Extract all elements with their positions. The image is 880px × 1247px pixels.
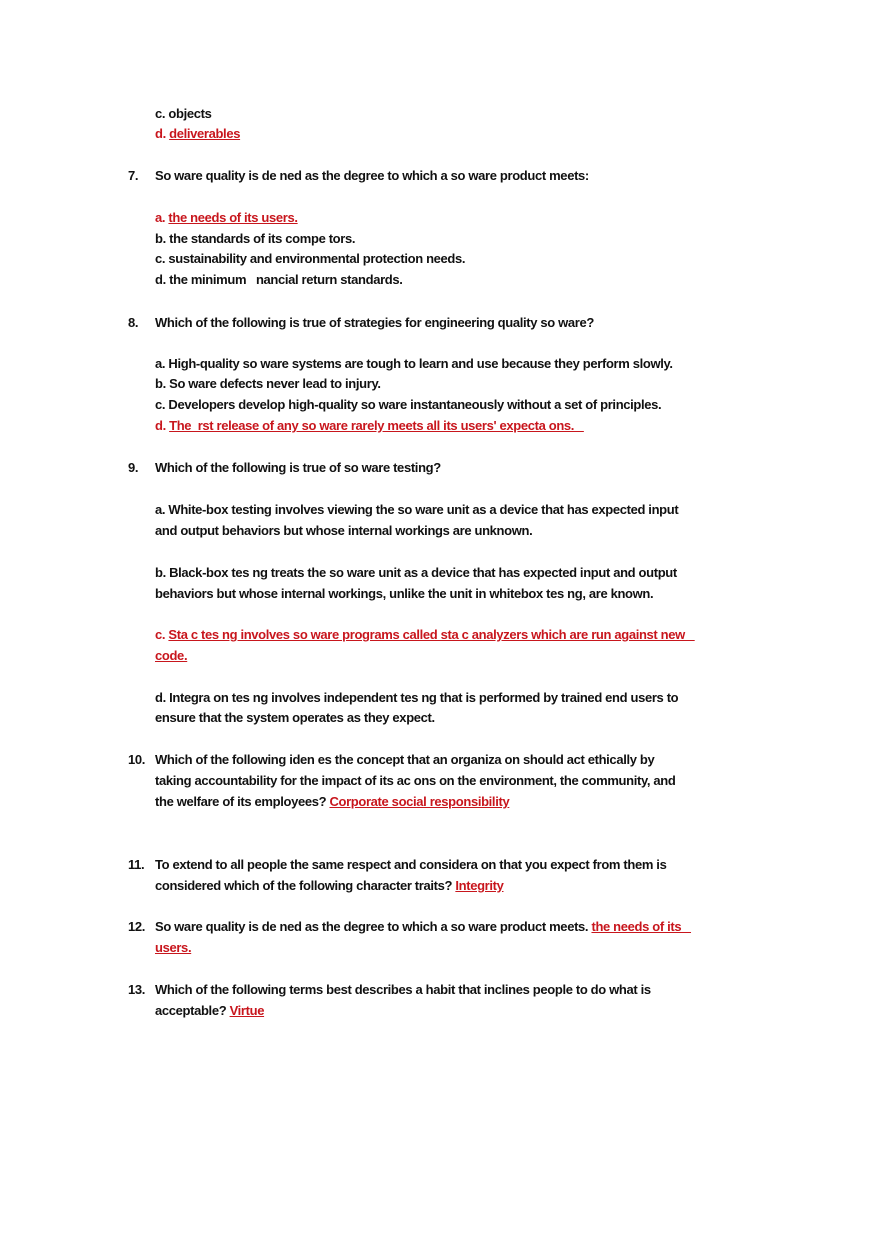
option-label: c. <box>155 251 166 266</box>
option-text: the standards of its compe tors. <box>169 231 356 246</box>
option-label: a. <box>155 502 166 517</box>
option-a <box>155 355 673 373</box>
option-label: b. <box>155 231 166 246</box>
option-d-answer <box>155 417 584 435</box>
option-d-answer <box>155 125 240 143</box>
option-b <box>155 375 381 393</box>
option-text: sustainability and environmental protection needs. <box>168 251 466 266</box>
question-text-end: acceptable? <box>155 1003 227 1018</box>
option-a-answer <box>155 209 298 227</box>
question-text: Which of the following iden es the concept that an organiza on should act ethically by <box>155 752 655 767</box>
option-a-cont: and output behaviors but whose internal workings are unknown. <box>155 523 533 538</box>
question-number: 7. <box>128 168 139 183</box>
option-text: Black-box tes ng treats the so ware unit as a device that has expected input and output <box>169 565 677 580</box>
option-b <box>155 230 355 248</box>
answer-text-cont: users. <box>155 940 192 955</box>
question-text-end: So ware quality is de ned as the degree to which a so ware product meets. <box>155 919 589 934</box>
question-text-cont <box>155 877 504 895</box>
question-text: Which of the following terms best describes a habit that inclines people to do what is <box>155 982 651 997</box>
answer-text: Corporate social responsibility <box>329 794 510 809</box>
option-label: a. <box>155 356 166 371</box>
answer-text: The rst release of any so ware rarely meets all its users' expecta ons. <box>169 418 584 433</box>
option-label: d. <box>155 418 166 433</box>
question-text: Which of the following is true of strategies for engineering quality so ware? <box>155 315 594 330</box>
option-text: Integra on tes ng involves independent tes ng that is performed by trained end users to <box>169 690 679 705</box>
option-text: White-box testing involves viewing the so ware unit as a device that has expected input <box>168 502 679 517</box>
option-c <box>155 250 465 268</box>
question-number: 9. <box>128 460 139 475</box>
option-d <box>155 689 678 707</box>
option-label: d. <box>155 126 166 141</box>
option-label: c. <box>155 397 166 412</box>
option-d-cont: ensure that the system operates as they expect. <box>155 710 435 725</box>
option-text: So ware defects never lead to injury. <box>169 376 381 391</box>
answer-text: deliverables <box>169 126 241 141</box>
question-text: So ware quality is de ned as the degree to which a so ware product meets: <box>155 168 589 183</box>
answer-text: Integrity <box>455 878 504 893</box>
option-a <box>155 501 678 519</box>
question-number: 12. <box>128 919 146 934</box>
question-number: 13. <box>128 982 146 997</box>
option-b <box>155 564 677 582</box>
option-b-cont: behaviors but whose internal workings, unlike the unit in whitebox tes ng, are known. <box>155 586 654 601</box>
option-text: objects <box>168 106 212 121</box>
option-c-answer <box>155 626 695 644</box>
answer-text: Virtue <box>229 1003 265 1018</box>
option-label: b. <box>155 565 166 580</box>
answer-text: the needs of its <box>591 919 692 934</box>
option-text: the minimum nancial return standards. <box>169 272 403 287</box>
option-c <box>155 105 212 123</box>
option-label: c. <box>155 106 166 121</box>
question-text-end: the welfare of its employees? <box>155 794 327 809</box>
question-number: 10. <box>128 752 146 767</box>
option-label: d. <box>155 272 166 287</box>
option-label: b. <box>155 376 166 391</box>
option-label: d. <box>155 690 166 705</box>
option-d <box>155 271 403 289</box>
question-text: Which of the following is true of so ware testing? <box>155 460 441 475</box>
question-number: 11. <box>128 857 145 872</box>
question-text-cont <box>155 1002 264 1020</box>
option-c <box>155 396 661 414</box>
question-number: 8. <box>128 315 139 330</box>
option-label: a. <box>155 210 166 225</box>
question-text <box>155 918 691 936</box>
question-text: To extend to all people the same respect and considera on that you expect from them is <box>155 857 667 872</box>
answer-text: Sta c tes ng involves so ware programs called sta c analyzers which are run against new <box>168 627 695 642</box>
answer-text: the needs of its users. <box>168 210 298 225</box>
option-label: c. <box>155 627 166 642</box>
question-text-end: considered which of the following character traits? <box>155 878 453 893</box>
question-text-cont <box>155 793 509 811</box>
option-text: Developers develop high-quality so ware instantaneously without a set of principles. <box>168 397 662 412</box>
option-text: High-quality so ware systems are tough to learn and use because they perform slowly. <box>168 356 673 371</box>
option-c-answer-cont: code. <box>155 648 188 663</box>
question-text-cont: taking accountability for the impact of its ac ons on the environment, the community, and <box>155 773 676 788</box>
